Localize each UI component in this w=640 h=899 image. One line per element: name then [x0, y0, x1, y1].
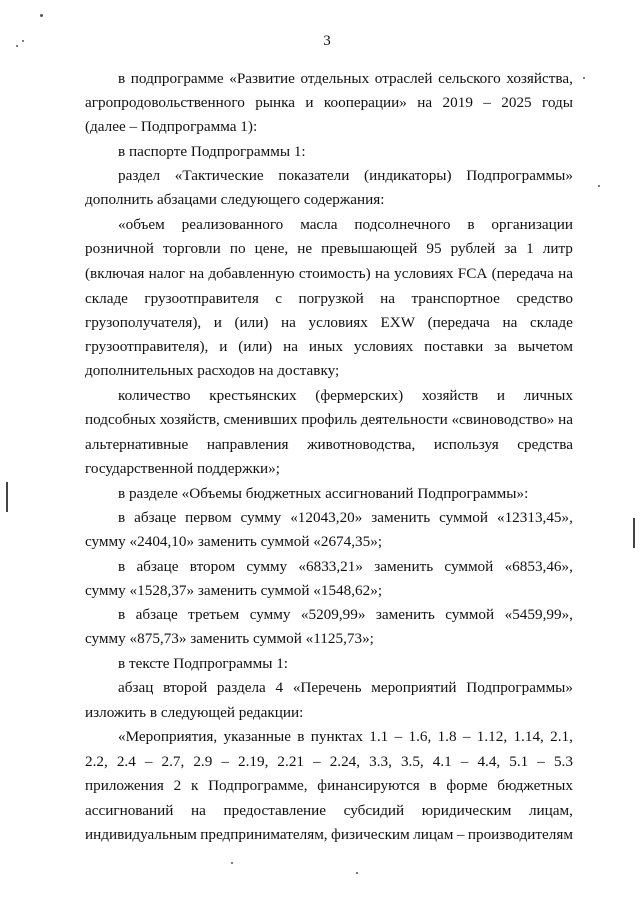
word: второй: [163, 679, 208, 696]
word: складе: [529, 314, 573, 331]
word: условиях: [308, 314, 368, 331]
word: «6853,46»,: [504, 558, 573, 575]
word: поставки: [424, 338, 484, 355]
text-line: [85, 802, 573, 820]
word: Подпрограмме,: [208, 777, 308, 794]
word: «объем: [118, 216, 165, 233]
text-line: [118, 728, 573, 746]
word: годы: [542, 94, 573, 111]
text-line: [118, 558, 573, 576]
word: 1.1: [369, 728, 389, 745]
word: бюджетных: [497, 777, 573, 794]
word: розничной: [85, 240, 154, 257]
word: 2.9: [193, 753, 213, 770]
word: хозяйств: [421, 387, 479, 404]
word: средство: [516, 290, 573, 307]
scan-speck: [40, 14, 43, 17]
word: заменить: [371, 509, 431, 526]
word: сельского: [438, 70, 501, 87]
text-line: (далее – Подпрограмма 1):: [85, 118, 258, 135]
text-line: [118, 606, 573, 624]
word: агропродовольственного: [85, 94, 245, 111]
word: используя: [433, 436, 499, 453]
word: (или): [238, 338, 273, 355]
word: первом: [185, 509, 232, 526]
scan-speck: [231, 862, 233, 864]
text-line: [85, 777, 573, 795]
word: на: [281, 314, 296, 331]
word: грузоотправителя: [144, 290, 259, 307]
word: Подпрограммы»: [466, 679, 573, 696]
word: добавленную: [208, 265, 295, 282]
word: Подпрограммы»: [466, 167, 573, 184]
word: на: [558, 265, 573, 282]
text-line: [85, 265, 573, 283]
word: хозяйств,: [159, 411, 220, 428]
word: предоставление: [223, 802, 327, 819]
word: «Развитие: [229, 70, 295, 87]
word: суммой: [445, 606, 495, 623]
word: абзаце: [135, 606, 178, 623]
word: указанные: [223, 728, 291, 745]
word: «свиноводство»: [451, 411, 555, 428]
word: (включая: [85, 265, 145, 282]
word: отдельных: [300, 70, 370, 87]
word: рынка: [255, 94, 296, 111]
word: 2019: [442, 94, 473, 111]
word: раздел: [118, 167, 161, 184]
word: кооперации»: [323, 94, 407, 111]
word: 3.5,: [400, 753, 424, 770]
word: транспортное: [411, 290, 500, 307]
word: за: [504, 240, 518, 257]
word: торговли: [163, 240, 221, 257]
word: раздела: [216, 679, 266, 696]
word: втором: [189, 558, 236, 575]
word: подпрограмме: [130, 70, 224, 87]
word: на: [283, 338, 298, 355]
word: по: [229, 240, 246, 257]
word: 1.14,: [513, 728, 544, 745]
word: организации: [491, 216, 573, 233]
word: и: [213, 314, 222, 331]
word: на: [558, 411, 573, 428]
word: не: [297, 240, 313, 257]
word: 2.7,: [161, 753, 185, 770]
word: 4: [275, 679, 284, 696]
word: в: [467, 216, 475, 233]
word: –: [394, 728, 403, 745]
word: подсобных: [85, 411, 156, 428]
word: 1: [526, 240, 534, 257]
word: –: [537, 753, 545, 770]
text-line: изложить в следующей редакции:: [85, 704, 304, 721]
word: показатели: [278, 167, 350, 184]
word: 1.8: [437, 728, 457, 745]
word: FCA: [457, 265, 488, 282]
word: к: [190, 777, 199, 794]
word: «12043,20»: [290, 509, 363, 526]
text-line: [85, 290, 573, 308]
word: 2: [173, 777, 182, 794]
word: 5.1: [509, 753, 529, 770]
word: налог: [148, 265, 185, 282]
word: условиях: [353, 338, 414, 355]
word: абзаце: [134, 509, 177, 526]
word: на: [375, 265, 390, 282]
word: вычетом: [517, 338, 573, 355]
word: животноводства,: [307, 436, 416, 453]
word: –: [144, 753, 153, 770]
word: в: [297, 728, 305, 745]
word: стоимость): [298, 265, 371, 282]
word: предпринимателям,: [200, 826, 328, 843]
scan-speck: [22, 40, 24, 42]
word: 2.21: [277, 753, 304, 770]
word: с: [275, 290, 283, 307]
text-line: сумму «875,73» заменить суммой «1125,73»;: [85, 630, 374, 647]
scan-speck: [598, 185, 600, 187]
text-line: [85, 94, 573, 112]
word: 1.6,: [408, 728, 432, 745]
text-line: [85, 411, 573, 429]
word: в: [118, 558, 126, 575]
word: сумму: [246, 558, 288, 575]
word: 4.1: [432, 753, 452, 770]
word: «5459,99»,: [504, 606, 573, 623]
text-line: [118, 509, 573, 527]
word: и: [219, 338, 228, 355]
word: (или): [234, 314, 269, 331]
word: погрузкой: [298, 290, 364, 307]
word: заменить: [374, 558, 434, 575]
word: профиль: [301, 411, 358, 428]
text-line: дополнить абзацами следующего содержания:: [85, 191, 385, 208]
word: производителям: [467, 826, 573, 843]
word: складе: [85, 290, 128, 307]
word: 5.3: [553, 753, 573, 770]
word: литр: [542, 240, 573, 257]
word: 3.3,: [369, 753, 392, 770]
word: (передача: [491, 265, 554, 282]
page-number: 3: [323, 33, 331, 49]
word: на: [417, 94, 433, 111]
word: сумму: [240, 509, 282, 526]
word: –: [313, 753, 321, 770]
word: (индикаторы): [364, 167, 452, 184]
word: в: [118, 509, 126, 526]
word: 1.12,: [476, 728, 508, 745]
text-line: [118, 679, 573, 697]
word: (фермерских): [315, 387, 404, 404]
word: субсидий: [343, 802, 405, 819]
word: приложения: [85, 777, 164, 794]
word: масла: [300, 216, 338, 233]
text-line: [118, 387, 573, 405]
word: в: [118, 70, 126, 87]
text-line: [85, 826, 573, 844]
scan-speck: [16, 45, 18, 47]
word: на: [189, 265, 205, 282]
text-line: [118, 167, 573, 185]
text-line: в разделе «Объемы бюджетных ассигнований Подпрограммы»:: [118, 485, 529, 502]
word: на: [191, 802, 206, 819]
text-line: [85, 314, 573, 332]
word: 2025: [501, 94, 532, 111]
scan-speck: [356, 872, 358, 874]
word: 95: [426, 240, 442, 257]
word: –: [221, 753, 229, 770]
word: суммой: [444, 558, 494, 575]
word: третьем: [188, 606, 240, 623]
word: в: [118, 606, 126, 623]
text-line: дополнительных расходов на доставку;: [85, 362, 340, 379]
word: 2.1,: [550, 728, 573, 745]
word: суммой: [439, 509, 489, 526]
text-line: [85, 753, 573, 771]
text-line: сумму «2404,10» заменить суммой «2674,35»;: [85, 533, 383, 550]
word: абзац: [118, 679, 154, 696]
word: 2.4: [116, 753, 136, 770]
word: сменивших: [223, 411, 298, 428]
word: превышающей: [321, 240, 418, 257]
word: личных: [523, 387, 573, 404]
word: 2.19,: [238, 753, 269, 770]
word: «6833,21»: [298, 558, 363, 575]
word: –: [456, 826, 465, 843]
word: в: [429, 777, 437, 794]
word: крестьянских: [209, 387, 297, 404]
word: финансируются: [317, 777, 420, 794]
word: лицам: [413, 826, 454, 843]
scan-edge: [6, 482, 8, 512]
text-line: государственной поддержки»;: [85, 460, 280, 477]
word: пунктах: [310, 728, 363, 745]
text-line: сумму «1528,37» заменить суммой «1548,62»;: [85, 582, 383, 599]
word: цене,: [254, 240, 289, 257]
text-line: [118, 70, 573, 88]
word: на: [502, 314, 518, 331]
word: грузополучателя),: [85, 314, 202, 331]
word: на: [380, 290, 396, 307]
word: юридическим: [421, 802, 512, 819]
text-line: [85, 436, 573, 454]
word: сумму: [249, 606, 291, 623]
word: отраслей: [374, 70, 433, 87]
word: лицам,: [528, 802, 573, 819]
word: –: [460, 753, 469, 770]
word: грузоотправителя),: [85, 338, 209, 355]
word: рублей: [450, 240, 496, 257]
word: EXW: [380, 314, 416, 331]
word: 4.4,: [477, 753, 501, 770]
word: реализованного: [181, 216, 284, 233]
word: (передача: [427, 314, 490, 331]
word: заменить: [375, 606, 435, 623]
word: и: [496, 387, 505, 404]
text-line: в паспорте Подпрограммы 1:: [118, 143, 306, 160]
text-line: [85, 240, 573, 258]
word: «Мероприятия,: [118, 728, 218, 745]
word: «Перечень: [292, 679, 362, 696]
word: –: [483, 94, 491, 111]
word: абзаце: [136, 558, 179, 575]
word: физическим: [331, 826, 410, 843]
scan-edge: [633, 518, 635, 548]
word: мероприятий: [371, 679, 457, 696]
word: ассигнований: [85, 802, 174, 819]
word: «Тактические: [174, 167, 264, 184]
word: направления: [206, 436, 289, 453]
text-line: в тексте Подпрограммы 1:: [118, 655, 289, 672]
word: хозяйства,: [506, 70, 573, 87]
word: за: [494, 338, 507, 355]
scan-speck: [583, 77, 585, 79]
word: «5209,99»: [300, 606, 366, 623]
word: «12313,45»,: [496, 509, 573, 526]
word: форме: [446, 777, 488, 794]
word: и: [305, 94, 314, 111]
word: –: [462, 728, 471, 745]
word: индивидуальным: [85, 826, 197, 843]
word: 2.24,: [329, 753, 361, 770]
text-line: [118, 216, 573, 234]
word: количество: [118, 387, 191, 404]
word: подсолнечного: [354, 216, 451, 233]
word: условиях: [394, 265, 454, 282]
word: 2.2,: [85, 753, 108, 770]
text-line: [85, 338, 573, 356]
word: иных: [308, 338, 343, 355]
word: альтернативные: [85, 436, 189, 453]
word: средства: [517, 436, 573, 453]
word: деятельности: [360, 411, 448, 428]
